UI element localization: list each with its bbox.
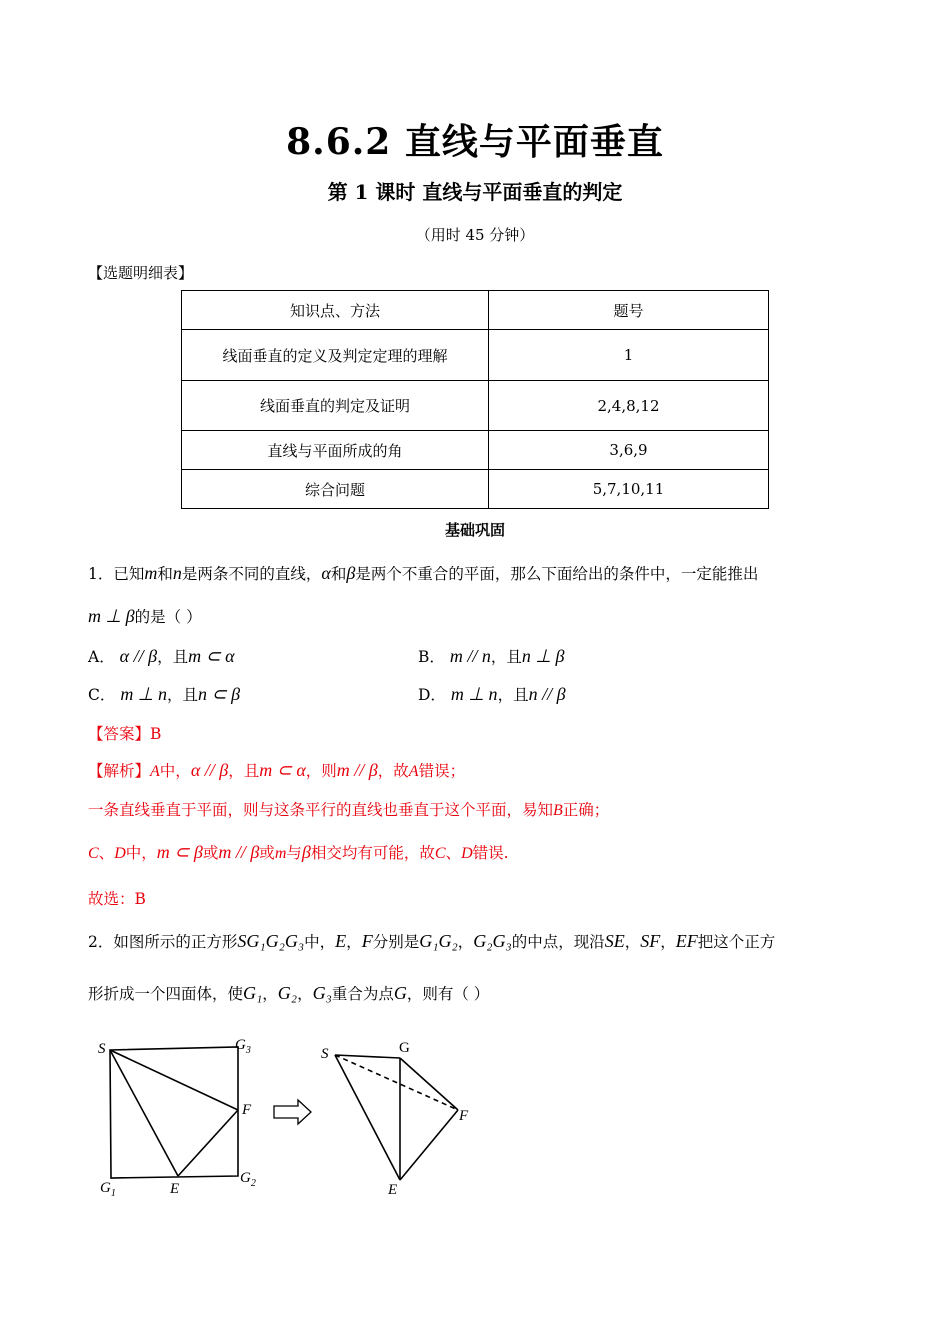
analysis-text: ，故 [377, 762, 409, 780]
topic-table [181, 290, 769, 509]
option-text: ，且 [167, 686, 199, 704]
folding-figure [80, 1030, 500, 1210]
q1-analysis-line3 [88, 841, 509, 863]
option-math: α // β [119, 646, 158, 666]
analysis-math: m [274, 845, 287, 862]
option-text: ，且 [497, 686, 529, 704]
page-subtitle: 第 1 课时 直线与平面垂直的判定 [327, 180, 623, 204]
option-label: D． [418, 686, 446, 704]
q2-text: ， [297, 985, 313, 1003]
table-cell: 3,6,9 [489, 431, 769, 470]
label-g1: $G_1$ [100, 1180, 116, 1199]
q2-math: G₁ [243, 983, 263, 1003]
analysis-text: 与 [286, 844, 302, 862]
q2-math: F [361, 931, 373, 951]
q1-analysis-line1 [88, 759, 465, 781]
q1-math: α [321, 563, 331, 583]
edge-gf [400, 1058, 458, 1110]
analysis-text: 中， [125, 844, 157, 862]
q1-final-choice: 故选：B [88, 890, 146, 908]
edge-sg [335, 1055, 400, 1058]
section-label: 【选题明细表】 [88, 264, 194, 282]
q1-text: 是两条不同的直线， [181, 565, 322, 583]
q2-stem-line2 [88, 982, 489, 1004]
table-header-cell: 题号 [489, 291, 769, 330]
edge-se [335, 1055, 400, 1180]
q2-math: G₂G₃ [473, 931, 512, 951]
time-note: （用时 45 分钟） [415, 226, 535, 244]
option-math: n ⊥ β [521, 646, 565, 666]
label-f: F [459, 1108, 469, 1124]
table-cell: 线面垂直的判定及证明 [182, 381, 489, 431]
analysis-math: β [301, 842, 311, 862]
label-g2: $G_2$ [240, 1170, 256, 1189]
option-text: ，且 [490, 648, 522, 666]
q1-option-b [418, 645, 565, 667]
analysis-label: 【解析】 [88, 762, 151, 780]
table-cell: 线面垂直的定义及判定定理的理解 [182, 330, 489, 381]
q2-text: 的中点，现沿 [511, 933, 605, 951]
q2-math: G [393, 983, 407, 1003]
q2-text: ， [624, 933, 641, 951]
edge-ef [400, 1110, 458, 1180]
q2-text: 把这个正方 [697, 933, 776, 951]
analysis-math: D [461, 845, 473, 862]
analysis-math: A [150, 763, 160, 780]
label-e: E [170, 1181, 180, 1197]
square-diagram [110, 1047, 238, 1178]
analysis-text: 或 [259, 844, 275, 862]
q1-option-a [88, 645, 235, 667]
q1-text: 1．已知 [88, 565, 145, 583]
option-math: m // n [449, 646, 491, 666]
fold-line-se [110, 1050, 178, 1176]
analysis-text: 正确； [562, 801, 610, 819]
analysis-math: A [408, 763, 419, 780]
option-label: B． [418, 648, 445, 666]
option-text: ，且 [157, 648, 189, 666]
fold-line-sf [110, 1050, 238, 1110]
analysis-math: C [434, 845, 446, 862]
q2-math: G₃ [312, 983, 332, 1003]
q2-text: 2．如图所示的正方形 [88, 933, 238, 951]
q2-text: ，则有（ ） [406, 985, 490, 1003]
table-cell: 5,7,10,11 [489, 470, 769, 509]
analysis-text: 错误. [472, 844, 509, 862]
tetrahedron-diagram [335, 1055, 458, 1180]
analysis-text: 相交均有可能，故 [310, 844, 435, 862]
q2-math: G₁G₂ [419, 931, 458, 951]
page-title: 8.6.2 直线与平面垂直 [286, 121, 664, 163]
label-g: G [399, 1040, 410, 1056]
q2-math: G₂ [277, 983, 298, 1003]
tetrahedron-labels [321, 1040, 469, 1198]
analysis-text: ，且 [228, 762, 260, 780]
q2-text: 形折成一个四面体，使 [88, 985, 244, 1003]
analysis-text: 一条直线垂直于平面，则与这条平行的直线也垂直于这个平面，易知 [88, 801, 554, 819]
option-label: A． [88, 648, 115, 666]
q2-text: ， [262, 985, 278, 1003]
analysis-math: D [114, 845, 126, 862]
q2-text: 中， [304, 933, 336, 951]
fold-line-ef [178, 1110, 238, 1176]
table-row [182, 381, 769, 431]
q1-text: 的是（ ） [134, 608, 202, 626]
q1-stem-line1 [88, 562, 758, 584]
analysis-math: m // β [218, 842, 260, 862]
label-e: E [388, 1182, 398, 1198]
q2-stem-line1 [88, 930, 775, 952]
q1-analysis-line2 [88, 798, 609, 820]
label-f: F [242, 1102, 252, 1118]
table-row [182, 431, 769, 470]
q1-stem-line2 [88, 605, 202, 627]
section-heading: 基础巩固 [444, 521, 505, 539]
q2-text: 重合为点 [331, 985, 394, 1003]
table-cell: 直线与平面所成的角 [182, 431, 489, 470]
analysis-text: 、 [98, 844, 115, 862]
analysis-math: α // β [190, 760, 229, 780]
analysis-text: 或 [202, 844, 219, 862]
q2-text: ， [660, 933, 676, 951]
q2-math: SG₁G₂G₃ [237, 931, 305, 951]
q2-text: 分别是 [372, 933, 420, 951]
q2-math: SE [604, 931, 625, 951]
table-row [182, 330, 769, 381]
q2-math: E [335, 931, 347, 951]
q1-math: m [144, 563, 158, 583]
option-math: m ⊂ α [188, 646, 235, 666]
option-math: n ⊂ β [198, 684, 241, 704]
option-math: n // β [528, 684, 566, 704]
analysis-math: m // β [336, 760, 378, 780]
analysis-math: C [88, 845, 99, 862]
analysis-math: m ⊂ β [156, 842, 203, 862]
label-g3: $G_3$ [235, 1037, 251, 1056]
q1-math: n [172, 563, 182, 583]
q1-text: 和 [157, 565, 173, 583]
table-header-row [182, 291, 769, 330]
arrow-right-icon [274, 1100, 311, 1124]
table-cell: 2,4,8,12 [489, 381, 769, 431]
q1-option-d [418, 683, 566, 705]
analysis-text: ，则 [305, 762, 337, 780]
q1-math: m ⊥ β [88, 606, 135, 626]
analysis-text: 、 [445, 844, 462, 862]
q1-text: 是两个不重合的平面，那么下面给出的条件中，一定能推出 [355, 565, 759, 583]
option-math: m ⊥ n [450, 684, 498, 704]
table-header-cell: 知识点、方法 [182, 291, 489, 330]
table-row [182, 470, 769, 509]
label-s: S [98, 1041, 106, 1057]
square-outline [110, 1047, 238, 1178]
analysis-text: 错误； [418, 762, 466, 780]
q2-text: ， [457, 933, 474, 951]
q1-text: 和 [330, 565, 347, 583]
q1-math: β [346, 563, 356, 583]
analysis-math: B [553, 802, 563, 819]
analysis-text: 中， [159, 762, 191, 780]
q2-math: EF [675, 931, 698, 951]
edge-sf-hidden [335, 1055, 458, 1110]
option-label: C． [88, 686, 116, 704]
option-math: m ⊥ n [120, 684, 167, 704]
label-s: S [321, 1046, 329, 1062]
q2-math: SF [640, 931, 661, 951]
table-cell: 综合问题 [182, 470, 489, 509]
q1-answer: 【答案】B [88, 725, 162, 743]
analysis-math: m ⊂ α [259, 760, 306, 780]
q1-option-c [88, 683, 240, 705]
q2-text: ， [346, 933, 362, 951]
table-cell: 1 [489, 330, 769, 381]
